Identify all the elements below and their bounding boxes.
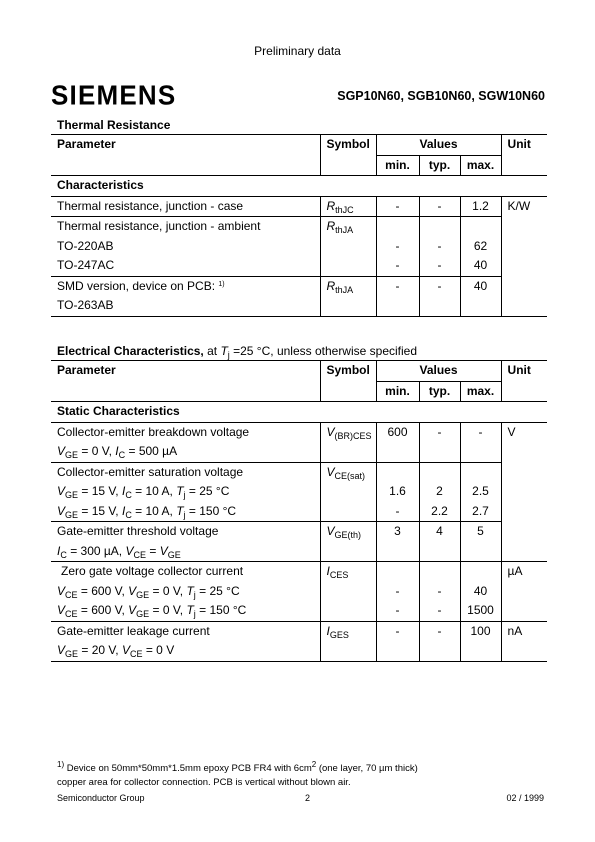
- characteristics-row: Characteristics: [51, 176, 547, 197]
- static-characteristics-row: Static Characteristics: [51, 402, 547, 423]
- table-row: Zero gate voltage collector current $V_{CE} = 600$ V, $V_{GE} = 0$ V, $T_j = 25$ °C $V_{CE} = 600$ V, $V_{GE} = 0$ V, $T_j = 150$ °C $I_{CES}$ - - - - 40 1500 µA: [51, 562, 547, 622]
- electrical-section: [51, 342, 547, 662]
- footnote-line-1: $^{1)}$ Device on 50mm*50mm*1.5mm epoxy PCB FR4 with $6cm^2$ (one layer, 70 µm thick): [57, 760, 418, 774]
- thermal-title: Thermal Resistance: [51, 116, 547, 135]
- part-numbers: SGP10N60, SGB10N60, SGW10N60: [337, 89, 545, 103]
- electrical-table: Parameter Symbol Values Unit min. typ. max. Static Characteristics Collector-emitter breakdown voltage $V_{GE} = 0$ V, $I_C = 500$ µA $V_{(BR)CES}$ 600 - - V Collector-emitter saturation voltage $V_{GE} = 15$ V, $I_C = 10$ A, $T_j = 25$ °C $V_{GE} = 15$ V, $I_C = 10$ A, $T_j = 150$ °C $V_{CE(sat)}$ 1.6 - 2 2.2 2.5 2.7 Gate-emitter threshold voltage $I_C = 300$ µA, $V_{CE} = V_{GE}$ $V_{GE(th)}$ 3 4 5 Zero gate voltage collector current $V_{CE} = 600$ V, $V_{GE} = 0$ V, $T_j = 25$ °C $V_{CE} = 600$ V, $V_{GE} = 0$ V, $T_j = 150$ °C $I_{CES}$ - - - - 40 1500 µA Gate-emitter leakage current $V_{GE} = 20$ V, $V_{CE} = 0$ V $I_{GES}$ - - 100 nA: [51, 361, 547, 662]
- siemens-logo: SIEMENS: [51, 79, 177, 111]
- footer-left: Semiconductor Group: [57, 793, 145, 803]
- thermal-table: [51, 135, 547, 317]
- col-parameter: Parameter: [51, 135, 320, 176]
- footnote-line-2: copper area for collector connection. PCB is vertical without blown air.: [57, 777, 351, 788]
- col-symbol: Symbol: [320, 135, 376, 176]
- preliminary-label: Preliminary data: [254, 44, 341, 58]
- table-row: Thermal resistance, junction - ambient TO-220AB TO-247AC $R_{thJA}$ - - - - 62 40: [51, 217, 547, 277]
- electrical-title: Electrical Characteristics, at $T_j =25$ °C, unless otherwise specified: [51, 342, 547, 361]
- footer-date: 02 / 1999: [506, 793, 544, 803]
- page-number: 2: [305, 793, 311, 803]
- col-min: min.: [376, 155, 419, 176]
- thermal-resistance-section: [51, 116, 547, 317]
- thermal-header-row: [51, 135, 547, 155]
- col-values: Values: [376, 135, 501, 155]
- table-row: SMD version, device on PCB: $^{1)}$ TO-263AB $R_{thJA}$ - - 40: [51, 276, 547, 316]
- col-unit: Unit: [507, 137, 531, 151]
- table-row: Gate-emitter leakage current $V_{GE} = 20$ V, $V_{CE} = 0$ V $I_{GES}$ - - 100 nA: [51, 621, 547, 661]
- table-row: Collector-emitter saturation voltage $V_{GE} = 15$ V, $I_C = 10$ A, $T_j = 25$ °C $V_{GE} = 15$ V, $I_C = 10$ A, $T_j = 150$ °C $V_{CE(sat)}$ 1.6 - 2 2.2 2.5 2.7: [51, 462, 547, 522]
- col-max: max.: [460, 155, 501, 176]
- col-typ: typ.: [419, 155, 460, 176]
- table-row: Collector-emitter breakdown voltage $V_{GE} = 0$ V, $I_C = 500$ µA $V_{(BR)CES}$ 600 - - V: [51, 422, 547, 462]
- table-row: Gate-emitter threshold voltage $I_C = 300$ µA, $V_{CE} = V_{GE}$ $V_{GE(th)}$ 3 4 5: [51, 522, 547, 562]
- table-row: Thermal resistance, junction - case $R_{thJC}$ - - 1.2 K/W: [51, 196, 547, 217]
